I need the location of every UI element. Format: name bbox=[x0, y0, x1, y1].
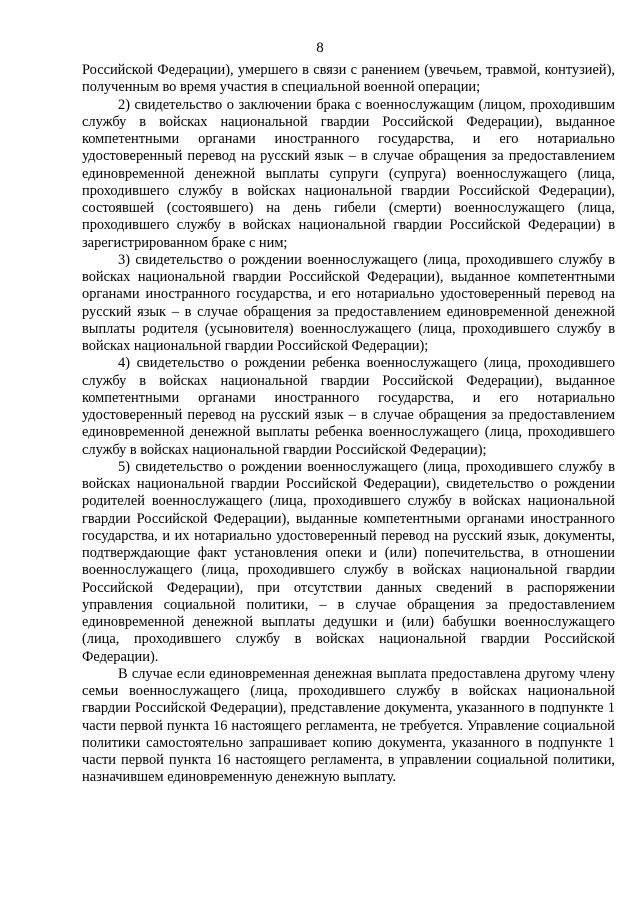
page-number: 8 bbox=[316, 40, 324, 56]
paragraph-item-4-birth-certificate-child: 4) свидетельство о рождении ребенка военнослужащего (лица, проходившего службу в войсках национальной гвардии Российской Федерации), выданное компетентными органами иностранного государства, и его нотариально удостоверенный перевод на русский язык – в случае обращения за предоставлением единовременной денежной выплаты ребенка военнослужащего (лица, проходившего службу в войсках национальной гвардии Российской Федерации); bbox=[82, 355, 615, 458]
document-body bbox=[82, 62, 615, 787]
paragraph-continuation: Российской Федерации), умершего в связи с ранением (увечьем, травмой, контузией), полученным во время участия в специальной военной операции; bbox=[82, 62, 615, 96]
paragraph-item-3-birth-certificate-serviceman: 3) свидетельство о рождении военнослужащего (лица, проходившего службу в войсках национальной гвардии Российской Федерации), выданное компетентными органами иностранного государства, и его нотариально удостоверенный перевод на русский язык – в случае обращения за предоставлением единовременной денежной выплаты родителя (усыновителя) военнослужащего (лица, проходившего службу в войсках национальной гвардии Российской Федерации); bbox=[82, 251, 615, 354]
paragraph-item-2-marriage-certificate: 2) свидетельство о заключении брака с военнослужащим (лицом, проходившим службу в войсках национальной гвардии Российской Федерации), выданное компетентными органами иностранного государства, и его нотариально удостоверенный перевод на русский язык – в случае обращения за предоставлением единовременной денежной выплаты супруги (супруга) военнослужащего (лица, проходившего службу в войсках национальной гвардии Российской Федерации), состоявшей (состоявшего) на день гибели (смерти) военнослужащего (лица, проходившего службу в войсках национальной гвардии Российской Федерации) в зарегистрированном браке с ним; bbox=[82, 96, 615, 251]
paragraph-item-5-birth-certificates-grandparents: 5) свидетельство о рождении военнослужащего (лица, проходившего службу в войсках национальной гвардии Российской Федерации), свидетельство о рождении родителей военнослужащего (лица, проходившего службу в войсках национальной гвардии Российской Федерации), выданные компетентными органами иностранного государства, и их нотариально удостоверенный перевод на русский язык, документы, подтверждающие факт установления опеки и (или) попечительства, в отношении военнослужащего (лица, проходившего службу в войсках национальной гвардии Российской Федерации), при отсутствии данных сведений в распоряжении управления социальной политики, – в случае обращения за предоставлением единовременной денежной выплаты дедушки и (или) бабушки военнослужащего (лица, проходившего службу в войсках национальной гвардии Российской Федерации). bbox=[82, 458, 615, 665]
paragraph-closing-provision: В случае если единовременная денежная выплата предоставлена другому члену семьи военнослужащего (лица, проходившего службу в войсках национальной гвардии Российской Федерации), представление документа, указанного в подпункте 1 части первой пункта 16 настоящего регламента, не требуется. Управление социальной политики самостоятельно запрашивает копию документа, указанного в подпункте 1 части первой пункта 16 настоящего регламента, в управлении социальной политики, назначившем единовременную денежную выплату. bbox=[82, 665, 615, 786]
